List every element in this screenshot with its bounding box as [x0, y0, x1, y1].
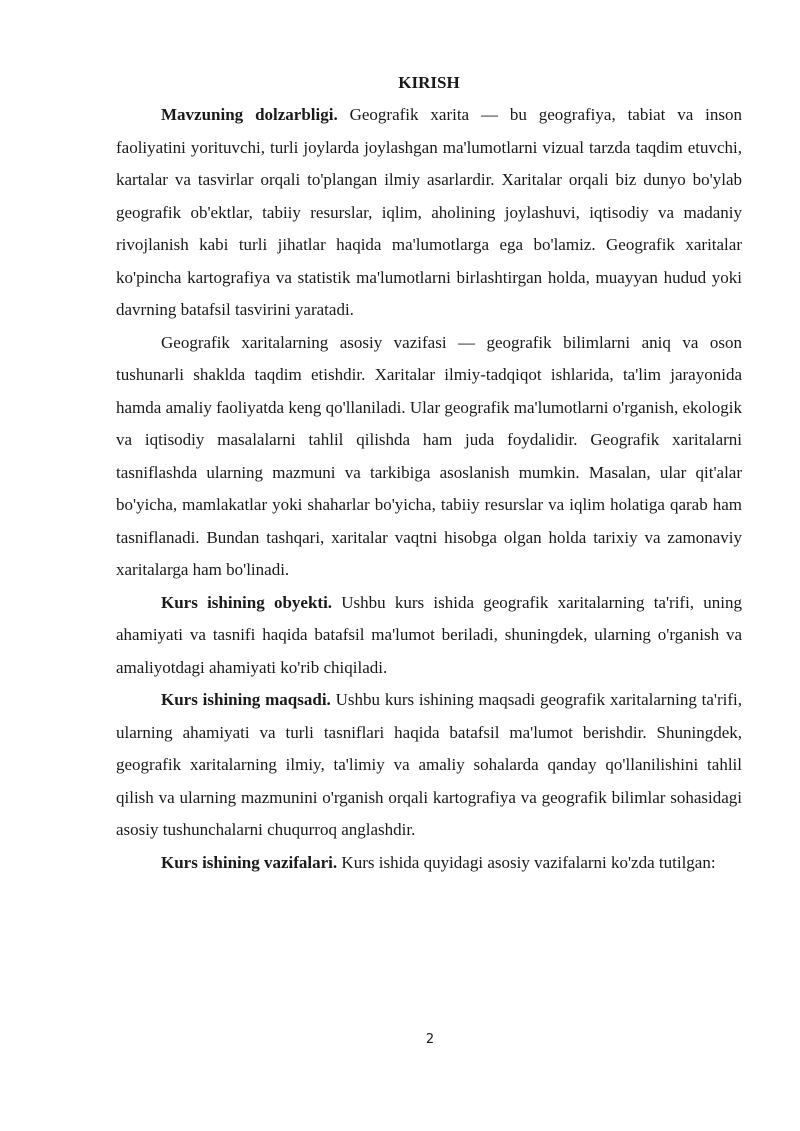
paragraph-goal — [116, 684, 742, 847]
page-number: 2 — [425, 1032, 435, 1047]
paragraph-lead: Kurs ishining obyekti. — [161, 592, 333, 612]
paragraph-text: Geografik xaritalarning asosiy vazifasi — geografik bilimlarni aniq va oson tushunarli shaklda taqdim etishdir. Xaritalar ilmiy-tadqiqot ishlarida, ta'lim jarayonida hamda amaliy faoliyatda keng qo'llaniladi. Ular geografik ma'lumotlarni o'rganish, ekologik va iqtisodiy masalalarni tahlil qilishda ham juda foydalidir. Geografik xaritalarni tasniflashda ularning mazmuni va tarkibiga asoslanish mumkin. Masalan, ular qit'alar bo'yicha, mamlakatlar yoki shaharlar bo'yicha, tabiiy resurslar va iqlim holatiga qarab ham tasniflanadi. Bundan tashqari, xaritalar vaqtni hisobga olgan holda tarixiy va zamonaviy xaritalarga ham bo'linadi. — [116, 332, 742, 579]
paragraph-lead: Kurs ishining maqsadi. — [161, 690, 331, 709]
paragraph-tasks — [116, 847, 742, 880]
paragraph-lead: Kurs ishining vazifalari. — [161, 852, 338, 872]
paragraph-text: Ushbu kurs ishining maqsadi geografik xaritalarning ta'rifi, ularning ahamiyati va turli tasniflari haqida batafsil ma'lumot berishdir. Shuningdek, geografik xaritalarning ilmiy, ta'limiy va amaliy sohalarda qanday qo'llanilishini tahlil qilish va ularning mazmunini o'rganish orqali kartografiya va geografik bilimlar sohasidagi asosiy tushunchalarni chuqurroq anglashdir. — [116, 690, 742, 839]
paragraph-main-task — [116, 327, 742, 587]
paragraph-text: Geografik xarita — bu geografiya, tabiat va inson faoliyatini yorituvchi, turli joylarda joylashgan ma'lumotlarni vizual tarzda taqdim etuvchi, kartalar va tasvirlar orqali to'plangan ilmiy asarlardir. Xaritalar orqali biz dunyo bo'ylab geografik ob'ektlar, tabiiy resurslar, iqlim, aholining joylashuvi, iqtisodiy va madaniy rivojlanish kabi turli jihatlar haqida ma'lumotlarga ega bo'lamiz. Geografik xaritalar ko'pincha kartografiya va statistik ma'lumotlarni birlashtirgan holda, muayyan hudud yoki davrning batafsil tasvirini yaratadi. — [116, 105, 743, 319]
paragraph-relevance — [116, 99, 742, 327]
paragraph-lead: Mavzuning dolzarbligi. — [161, 105, 338, 124]
paragraph-text: Ushbu kurs ishida geografik xaritalarning ta'rifi, uning ahamiyati va tasnifi haqida batafsil ma'lumot beriladi, shuningdek, ularning o'rganish va amaliyotdagi ahamiyati ko'rib chiqiladi. — [116, 592, 743, 677]
section-title: KIRISH — [398, 73, 460, 92]
paragraph-object — [116, 587, 742, 685]
paragraph-text: Kurs ishida quyidagi asosiy vazifalarni ko'zda tutilgan: — [337, 852, 716, 872]
document-page — [116, 72, 742, 879]
